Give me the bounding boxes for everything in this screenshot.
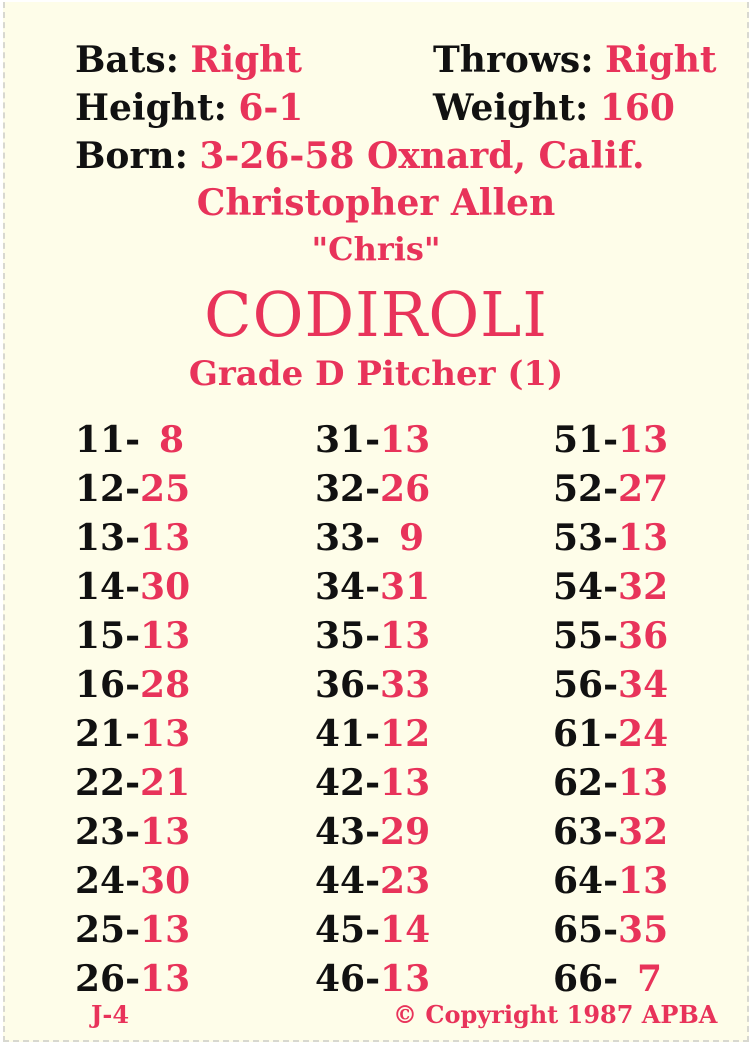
height-label: Height: (75, 87, 227, 129)
dice-result: 14 (380, 909, 431, 951)
dice-roll: 14- (75, 566, 141, 608)
dice-result: 30 (140, 860, 191, 902)
height-value: 6-1 (238, 87, 304, 129)
dice-column-2 (315, 416, 505, 1004)
dice-result: 21 (140, 762, 191, 804)
dice-entry (315, 906, 505, 955)
dice-result: 13 (618, 419, 669, 461)
dice-roll: 34- (315, 566, 381, 608)
dice-result: 36 (618, 615, 669, 657)
dice-result: 35 (618, 909, 669, 951)
dice-column-3 (553, 416, 743, 1004)
dice-roll: 55- (553, 615, 619, 657)
dice-column-1 (75, 416, 265, 1004)
dice-roll: 44- (315, 860, 381, 902)
dice-roll: 63- (553, 811, 619, 853)
dice-roll: 62- (553, 762, 619, 804)
dice-entry (553, 563, 743, 612)
dice-roll: 61- (553, 713, 619, 755)
dice-entry (315, 612, 505, 661)
dice-roll: 64- (553, 860, 619, 902)
dice-result: 8 (158, 419, 185, 461)
dice-roll: 41- (315, 713, 381, 755)
dice-entry (315, 955, 505, 1004)
dice-entry (553, 857, 743, 906)
dice-roll: 36- (315, 664, 381, 706)
dice-roll: 65- (553, 909, 619, 951)
dice-roll: 33- (315, 517, 381, 559)
dice-result: 13 (618, 762, 669, 804)
dice-roll: 43- (315, 811, 381, 853)
throws-label: Throws: (433, 39, 594, 81)
dice-roll: 35- (315, 615, 381, 657)
dice-result: 13 (140, 713, 191, 755)
dice-entry (75, 906, 265, 955)
dice-result: 13 (140, 811, 191, 853)
dice-entry (315, 514, 505, 563)
dice-roll: 31- (315, 419, 381, 461)
dice-result: 9 (398, 517, 425, 559)
dice-entry (553, 955, 743, 1004)
dice-result: 32 (618, 811, 669, 853)
dice-result: 24 (618, 713, 669, 755)
throws-row (433, 40, 717, 81)
dice-roll: 51- (553, 419, 619, 461)
dice-roll: 25- (75, 909, 141, 951)
dice-entry (315, 661, 505, 710)
height-row (75, 88, 303, 129)
dice-roll: 66- (553, 958, 619, 1000)
dice-entry (315, 808, 505, 857)
dice-entry (75, 661, 265, 710)
dice-result: 13 (380, 958, 431, 1000)
dice-roll: 21- (75, 713, 141, 755)
dice-result: 13 (140, 615, 191, 657)
weight-value: 160 (599, 87, 675, 129)
dice-result: 23 (380, 860, 431, 902)
weight-label: Weight: (433, 87, 589, 129)
dice-result: 13 (140, 909, 191, 951)
dice-result: 32 (618, 566, 669, 608)
dice-result: 25 (140, 468, 191, 510)
dice-entry (75, 416, 265, 465)
dice-result: 30 (140, 566, 191, 608)
dice-result: 31 (380, 566, 431, 608)
dice-roll: 12- (75, 468, 141, 510)
dice-roll: 46- (315, 958, 381, 1000)
dice-roll: 11- (75, 419, 141, 461)
dice-result: 13 (380, 419, 431, 461)
dice-roll: 23- (75, 811, 141, 853)
dice-result: 27 (618, 468, 669, 510)
dice-entry (75, 857, 265, 906)
dice-entry (553, 710, 743, 759)
dice-result: 12 (380, 713, 431, 755)
dice-entry (553, 808, 743, 857)
bats-row (75, 40, 302, 81)
dice-result: 34 (618, 664, 669, 706)
dice-roll: 53- (553, 517, 619, 559)
dice-result: 33 (380, 664, 431, 706)
weight-row (433, 88, 675, 129)
dice-roll: 16- (75, 664, 141, 706)
bats-value: Right (190, 39, 302, 81)
dice-entry (315, 710, 505, 759)
dice-result: 13 (380, 615, 431, 657)
player-card (3, 2, 749, 1042)
dice-result: 13 (380, 762, 431, 804)
dice-entry (553, 416, 743, 465)
dice-roll: 56- (553, 664, 619, 706)
dice-entry (315, 563, 505, 612)
dice-entry (553, 612, 743, 661)
dice-entry (75, 710, 265, 759)
copyright-notice: © Copyright 1987 APBA (393, 1000, 718, 1029)
dice-entry (75, 465, 265, 514)
dice-entry (75, 808, 265, 857)
dice-entry (315, 759, 505, 808)
dice-result: 7 (636, 958, 663, 1000)
dice-entry (553, 661, 743, 710)
dice-roll: 26- (75, 958, 141, 1000)
dice-entry (553, 514, 743, 563)
dice-result: 13 (140, 958, 191, 1000)
dice-result: 13 (140, 517, 191, 559)
born-row (75, 136, 645, 177)
dice-result: 13 (618, 860, 669, 902)
dice-entry (553, 906, 743, 955)
card-code: J-4 (91, 1000, 130, 1029)
dice-roll: 32- (315, 468, 381, 510)
dice-entry (75, 514, 265, 563)
dice-entry (315, 416, 505, 465)
dice-result: 29 (380, 811, 431, 853)
dice-roll: 54- (553, 566, 619, 608)
player-nickname: "Chris" (311, 230, 441, 268)
player-surname: CODIROLI (204, 278, 548, 351)
dice-result: 28 (140, 664, 191, 706)
dice-entry (315, 465, 505, 514)
dice-entry (75, 759, 265, 808)
dice-roll: 22- (75, 762, 141, 804)
player-full-name: Christopher Allen (196, 182, 556, 224)
dice-entry (75, 955, 265, 1004)
dice-entry (553, 465, 743, 514)
dice-entry (553, 759, 743, 808)
born-label: Born: (75, 135, 188, 177)
dice-result: 13 (618, 517, 669, 559)
throws-value: Right (604, 39, 717, 81)
dice-roll: 15- (75, 615, 141, 657)
player-grade: Grade D Pitcher (1) (188, 354, 564, 394)
born-value: 3-26-58 Oxnard, Calif. (199, 135, 645, 177)
dice-roll: 52- (553, 468, 619, 510)
dice-entry (75, 612, 265, 661)
dice-roll: 24- (75, 860, 141, 902)
dice-entry (75, 563, 265, 612)
dice-entry (315, 857, 505, 906)
bats-label: Bats: (75, 39, 179, 81)
dice-roll: 13- (75, 517, 141, 559)
dice-roll: 45- (315, 909, 381, 951)
dice-roll: 42- (315, 762, 381, 804)
dice-result: 26 (380, 468, 431, 510)
